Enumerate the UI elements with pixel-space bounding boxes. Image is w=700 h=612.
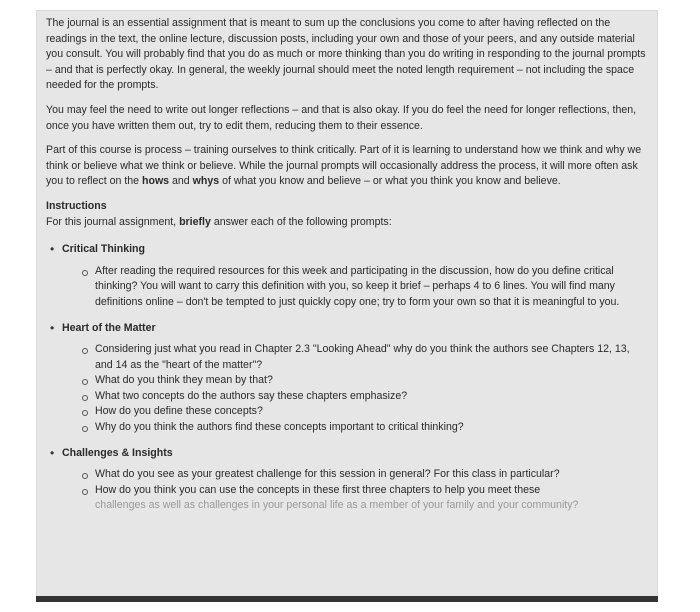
intro-paragraph-1: The journal is an essential assignment that is meant to sum up the conclusions you come to after having reflected on the readings in the text, the online lecture, discussion posts, including your own and those of your peers, and any outside material you consult. You will probably find that you do as much or more thinking than you do writing in responding to the journal prompts – and that is perfectly okay. In general, the weekly journal should meet the noted length requirement – not including the space needed for the prompts. bbox=[46, 17, 646, 92]
intro-paragraph-2: You may feel the need to write out longer reflections – and that is also okay. If you do feel the need for longer reflections, then, once you have written them out, try to edit them, reducing them to their essence. bbox=[46, 103, 637, 132]
list-item: How do you define these concepts? bbox=[82, 404, 648, 420]
list-item: Why do you think the authors find these concepts important to critical thinking? bbox=[82, 420, 648, 436]
instructions-heading: Instructions bbox=[46, 199, 107, 212]
list-item bbox=[82, 483, 648, 514]
section-challenges-insights bbox=[46, 446, 648, 514]
critical-thinking-prompts bbox=[62, 264, 648, 311]
document-content bbox=[36, 10, 658, 514]
p3-text-end: of what you know and believe – or what you think you know and believe. bbox=[219, 175, 561, 188]
list-item-text-cutoff: challenges as well as challenges in your personal life as a member of your family and your community? bbox=[95, 499, 579, 512]
list-item: What do you think they mean by that? bbox=[82, 373, 648, 389]
list-item: What do you see as your greatest challenge for this session in general? For this class in particular? bbox=[82, 467, 648, 483]
list-item: Considering just what you read in Chapter 2.3 "Looking Ahead" why do you think the authors see Chapters 12, 13, and 14 as the "heart of the matter"? bbox=[82, 342, 648, 373]
heart-of-the-matter-prompts bbox=[62, 342, 648, 436]
section-title-heart-of-the-matter: • Heart of the Matter bbox=[62, 321, 156, 334]
bottom-edge bbox=[36, 596, 658, 602]
section-title-challenges-insights: • Challenges & Insights bbox=[62, 446, 173, 459]
list-item: What two concepts do the authors say these chapters emphasize? bbox=[82, 389, 648, 405]
instructions-text bbox=[46, 215, 648, 231]
document-page bbox=[36, 10, 658, 602]
p3-text-start: Part of this course is process – training ourselves to think critically. Part of it is learning to understand how we think and why we think or believe what we think or believe. While the journal prompts will occasionally address the process, it will more often ask you to reflect on the bbox=[46, 144, 642, 188]
section-title-critical-thinking: • Critical Thinking bbox=[62, 243, 145, 256]
intro-paragraph-3 bbox=[46, 143, 648, 190]
instructions-text-start: For this journal assignment, bbox=[46, 215, 180, 228]
challenges-insights-prompts bbox=[62, 467, 648, 514]
p3-hows: hows bbox=[142, 175, 170, 188]
section-heart-of-the-matter bbox=[46, 321, 648, 436]
section-critical-thinking bbox=[46, 242, 648, 310]
p3-and: and bbox=[169, 175, 193, 188]
prompt-list bbox=[46, 242, 648, 514]
p3-whys: whys bbox=[192, 175, 220, 188]
instructions-briefly: briefly bbox=[179, 215, 211, 228]
list-item: After reading the required resources for this week and participating in the discussion, how do you define critical thinking? You will want to carry this definition with you, so keep it brief – perhaps 4 to 6 lines. You will find many definitions online – don't be tempted to just quickly copy one; try to form your own so that it is meaningful to you. bbox=[82, 264, 648, 311]
instructions-text-end: answer each of the following prompts: bbox=[210, 215, 392, 228]
list-item-text: How do you think you can use the concepts in these first three chapters to help you meet these bbox=[95, 483, 541, 496]
